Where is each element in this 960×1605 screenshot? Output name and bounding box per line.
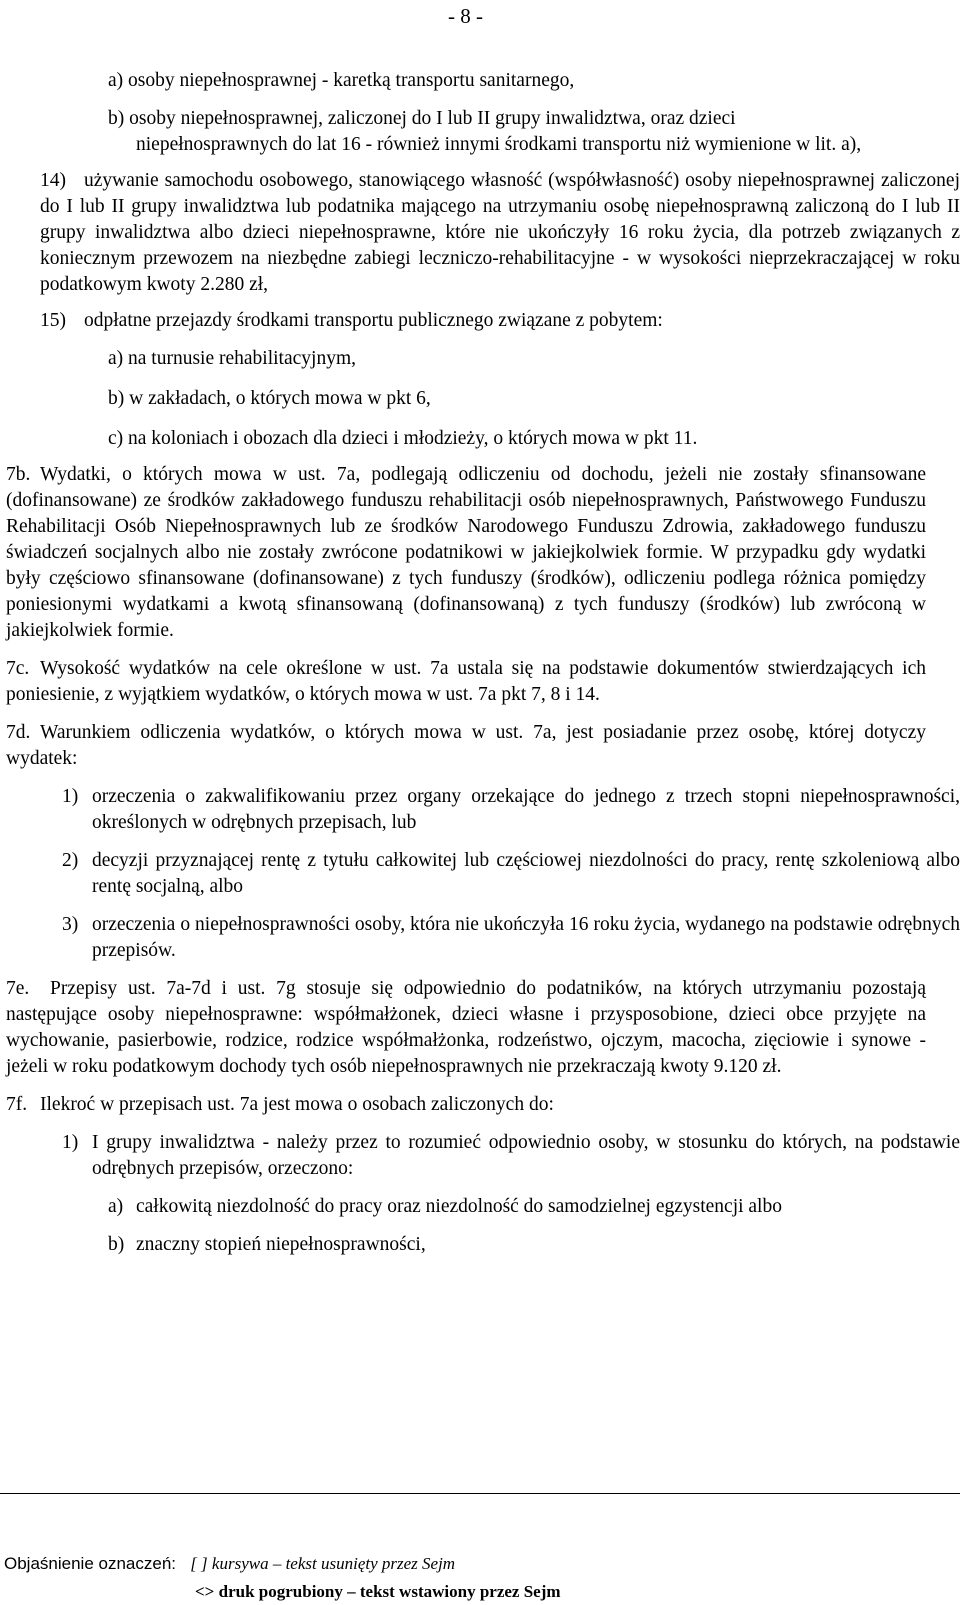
item-14: [40, 168, 960, 298]
paragraph-7c: [6, 656, 926, 708]
item-15-text: odpłatne przejazdy środkami transportu publicznego związane z pobytem:: [84, 310, 663, 331]
item-15-label: 15): [40, 310, 66, 331]
footer-legend-italic: [ ] kursywa – tekst usunięty przez Sejm: [190, 1554, 456, 1573]
paragraph-7e-text: Przepisy ust. 7a-7d i ust. 7g stosuje się odpowiednio do podatników, na których utrzymaniu pozostają następujące osoby niepełnosprawne: współmałżonek, dzieci własne i przysposobione, dzieci obce przyjęte na wychowanie, pasierbowie, rodzice, rodzice współmałżonka, rodzeństwo, ojczym, macocha, zięciowie i synowe - jeżeli w roku podatkowym dochody tych osób niepełnosprawnych nie przekraczają kwoty 9.120 zł.: [6, 978, 926, 1077]
top-item-b: b) osoby niepełnosprawnej, zaliczonej do I lub II grupy inwalidztwa, oraz dzieci niepełnosprawnych do lat 16 - również innymi środkami transportu niż wymienione w lit. a),: [108, 108, 862, 155]
item-15-sub-b: b) w zakładach, o których mowa w pkt 6,: [108, 388, 431, 409]
item-14-text: używanie samochodu osobowego, stanowiącego własność (współwłasność) osoby niepełnosprawnej zaliczonej do I lub II grupy inwalidztwa lub podatnika mającego na utrzymaniu osobę niepełnosprawną zaliczoną do I lub II grupy inwalidztwa albo dzieci niepełnosprawne, które nie ukończyły 16 roku życia, dla potrzeb związanych z koniecznym przewozem na niezbędne zabiegi leczniczo-rehabilitacyjne - w wysokości nieprzekraczającej w roku podatkowym kwoty 2.280 zł,: [40, 170, 960, 295]
paragraph-7b-label: 7b.: [6, 464, 31, 485]
paragraph-7e-label: 7e.: [6, 978, 30, 999]
document-body: [6, 68, 960, 1270]
top-item-a: a) osoby niepełnosprawnej - karetką transportu sanitarnego,: [108, 70, 575, 91]
paragraph-7f-item-1: 1) I grupy inwalidztwa - należy przez to rozumieć odpowiednio osoby, w stosunku do których, na podstawie odrębnych przepisów, orzeczono:: [62, 1132, 960, 1179]
paragraph-7f-text: Ilekroć w przepisach ust. 7a jest mowa o osobach zaliczonych do:: [40, 1094, 554, 1115]
footer-divider: [0, 1493, 960, 1494]
page-number: - 8 -: [448, 4, 483, 28]
item-15: [40, 308, 960, 334]
paragraph-7d-text: Warunkiem odliczenia wydatków, o których mowa w ust. 7a, jest posiadanie przez osobę, której dotyczy wydatek:: [6, 722, 926, 769]
paragraph-7d-item-3: 3) orzeczenia o niepełnosprawności osoby, która nie ukończyła 16 roku życia, wydanego na podstawie odrębnych przepisów.: [62, 914, 960, 961]
footer-legend: [4, 1554, 455, 1574]
paragraph-7d-item-2: 2) decyzji przyznającej rentę z tytułu całkowitej lub częściowej niezdolności do pracy, rentę szkoleniową albo rentę socjalną, albo: [62, 850, 960, 897]
footer-legend-label: Objaśnienie oznaczeń:: [4, 1554, 177, 1573]
paragraph-7d-item-1: 1) orzeczenia o zakwalifikowaniu przez organy orzekające do jednego z trzech stopni niepełnosprawności, określonych w odrębnych przepisach, lub: [62, 786, 960, 833]
paragraph-7f-item-1-sub-b: b) znaczny stopień niepełnosprawności,: [108, 1234, 426, 1255]
paragraph-7b-text: Wydatki, o których mowa w ust. 7a, podlegają odliczeniu od dochodu, jeżeli nie zostały sfinansowane (dofinansowane) ze środków zakładowego funduszu rehabilitacji osób niepełnosprawnych, Państwowego Funduszu Rehabilitacji Osób Niepełnosprawnych lub ze środków Narodowego Funduszu Zdrowia, zakładowego funduszu świadczeń socjalnych albo nie zostały zwrócone podatnikowi w jakiejkolwiek formie. W przypadku gdy wydatki były częściowo sfinansowane (dofinansowane) z tych funduszy (środków), odliczeniu podlega różnica pomiędzy poniesionymi wydatkami a kwotą sfinansowaną (dofinansowaną) z tych funduszy (środków) lub zwróconą w jakiejkolwiek formie.: [6, 464, 926, 641]
paragraph-7e: [6, 976, 926, 1080]
paragraph-7c-text: Wysokość wydatków na cele określone w ust. 7a ustala się na podstawie dokumentów stwierdzających ich poniesienie, z wyjątkiem wydatków, o których mowa w ust. 7a pkt 7, 8 i 14.: [6, 658, 926, 705]
paragraph-7f-item-1-sub-a: a) całkowitą niezdolność do pracy oraz niezdolność do samodzielnej egzystencji albo: [108, 1196, 782, 1217]
footer-legend-bold: <> druk pogrubiony – tekst wstawiony przez Sejm: [195, 1582, 561, 1601]
paragraph-7f-label: 7f.: [6, 1094, 28, 1115]
item-15-sub-c: c) na koloniach i obozach dla dzieci i młodzieży, o których mowa w pkt 11.: [108, 428, 698, 449]
item-15-sub-a: a) na turnusie rehabilitacyjnym,: [108, 348, 356, 369]
paragraph-7d: [6, 720, 926, 772]
paragraph-7b: [6, 462, 926, 644]
paragraph-7d-label: 7d.: [6, 722, 31, 743]
paragraph-7c-label: 7c.: [6, 658, 30, 679]
item-14-label: 14): [40, 170, 66, 191]
paragraph-7f: [6, 1092, 926, 1118]
